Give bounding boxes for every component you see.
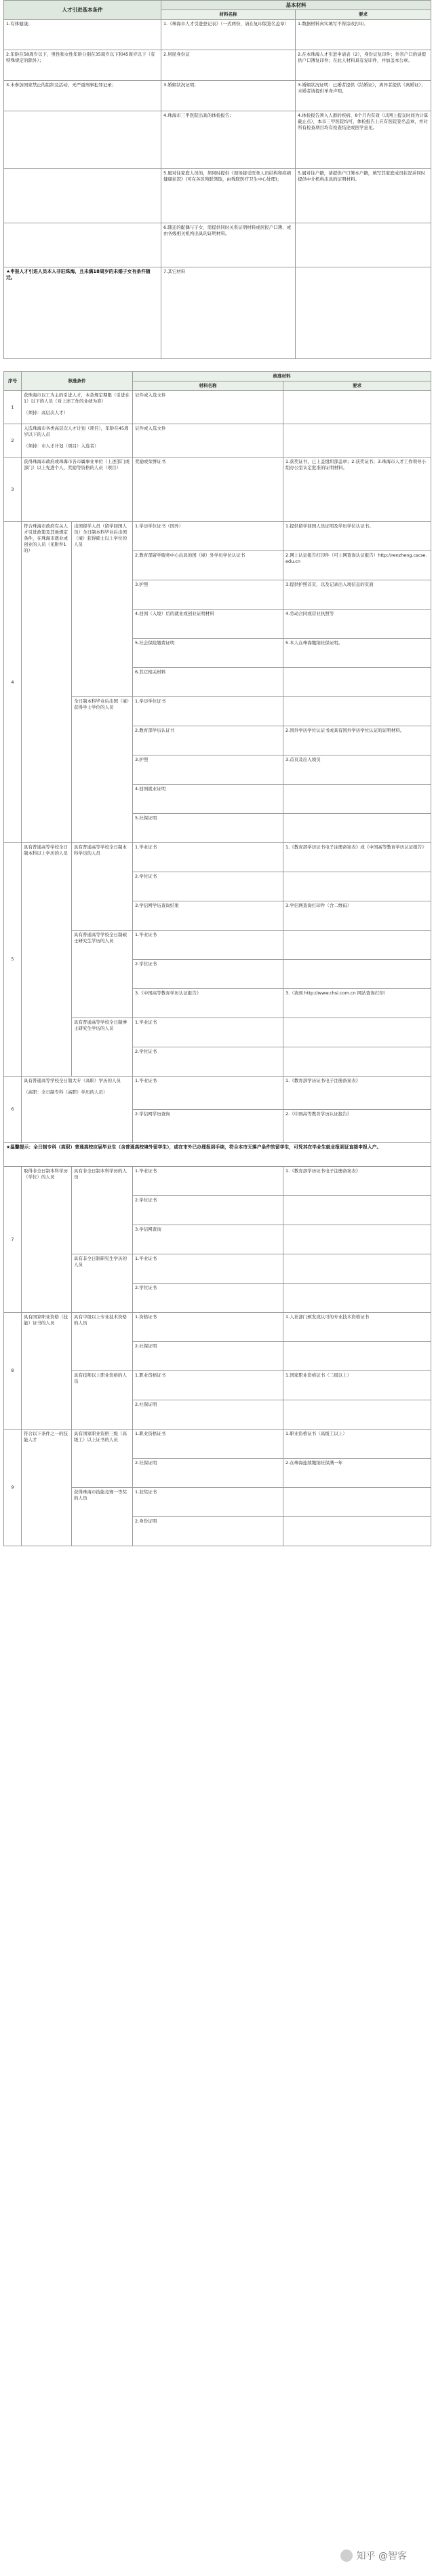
basic-condition [4, 111, 161, 169]
material-req: 4.劳动合同或营业执照等 [283, 610, 431, 639]
material-req: 3.（请到 http://www.chsi.com.cn 网站查询打印） [283, 989, 431, 1018]
material-req: 1.提供留学回国人员证明及学历学位认证书。 [283, 522, 431, 551]
col-approval-conditions: 核准条件 [22, 372, 133, 391]
row-condition: 具有国家职业资格（技能）证书的人员 [22, 1313, 72, 1430]
material-name: 5.社会保险缴费证明 [133, 639, 283, 668]
material-req: 2.在本珠海人才引进申请表（2），身份证复印件；外省户口的请提供户口簿复印件；在此人材料具有复印件，并加盖本公章。 [296, 50, 431, 81]
basic-row [4, 81, 431, 111]
material-name: 1.职业资格证书 [133, 1371, 283, 1400]
material-name: 4.回国就业证明 [133, 785, 283, 814]
row-number: 1 [4, 391, 22, 424]
col-number: 序号 [4, 372, 22, 391]
material-req: 2.网上认证报告打印件（可上网查询认证报告）http://renzheng.cscse.edu.cn [283, 551, 431, 580]
material-name: 2.学位证书 [133, 1196, 283, 1225]
material-name: 1.毕业证书 [133, 1018, 283, 1047]
material-req [283, 424, 431, 458]
sub-condition: 具有中级以上专业技术资格的人员 [72, 1313, 133, 1371]
material-req [283, 1047, 431, 1077]
material-name: 2.学位证书 [133, 1284, 283, 1313]
material-name: 1.职业资格证书 [133, 1430, 283, 1459]
material-name: 2.社保证明 [133, 1459, 283, 1488]
material-name: 1.毕业证书 [133, 931, 283, 960]
material-req: 1.国家职业资格证书（二级以上） [283, 1371, 431, 1400]
approval-row [4, 1167, 431, 1196]
approval-note: ★温馨提示：全日制专科（高职）普通高校应届毕业生（含普通高校境外留学生），或在市外已办理报到手续，符合本市无落户条件的留学生，可凭其在毕业生就业报到证直接申报入户。 [4, 1143, 431, 1167]
material-name: 证件或入选文件 [133, 391, 283, 424]
condition-note: （须持：高层次人才） [24, 410, 68, 415]
material-name: 3.学信网查询 [133, 1225, 283, 1254]
approval-row [4, 522, 431, 551]
watermark [340, 2549, 407, 2562]
material-name: 3.护照 [133, 755, 283, 785]
approval-row [4, 1430, 431, 1459]
col-mat-req: 要求 [283, 381, 431, 391]
basic-condition [4, 223, 161, 267]
sub-condition: 出国留学人员（留学回国人员）全日制本科毕业后出国（境）获得硕士以上学位的人员 [72, 522, 133, 697]
approval-row [4, 1077, 431, 1110]
material-name: 2.教育部学历认证书 [133, 726, 283, 755]
material-name: 6.其它相关材料 [133, 668, 283, 697]
material-name: 奖励或荣誉证书 [133, 458, 283, 522]
material-req: 4.体检报告须入人群的疾病、8个月内有效（以网上提交时间为计算截止点），本市三甲医院均可，体检报告上应有医院签名盖章，并对所有检查项目均有检查结论或医学意见。 [296, 111, 431, 169]
material-req [283, 960, 431, 989]
basic-row [4, 20, 431, 50]
basic-row [4, 111, 431, 169]
sub-condition: 具有普通高等学校全日制本科学历的人员 [72, 843, 133, 931]
material-name: 1.毕业证书 [133, 1167, 283, 1196]
material-name: 5.社保证明 [133, 814, 283, 843]
material-name: 2.学位证书 [133, 960, 283, 989]
row-number: 9 [4, 1430, 22, 1546]
approval-row [4, 1313, 431, 1342]
zhihu-logo-icon [340, 2550, 353, 2562]
col-basic-conditions: 人才引进基本条件 [4, 1, 161, 20]
material-req: 5.属对往户籍，请提供户口簿本户籍，填写其家庭成员状况并同时提供中介机构出具的证明材料。 [296, 169, 431, 223]
material-req [283, 1517, 431, 1546]
material-name: 5.属对往家庭人员的，须同时提供《现场接受医务人员结构和疾病健康状况》(可在各区残联领取，由残联医疗卫生中心处理)； [161, 169, 296, 223]
material-req: 1.《教育部学历证书电子注册备案表》 [283, 1167, 431, 1196]
material-name: 1.毕业证书 [133, 843, 283, 872]
watermark-text: 知乎 @智客 [356, 2551, 407, 2562]
material-name: 1.毕业证书 [133, 1254, 283, 1284]
material-req [283, 1254, 431, 1284]
col-requirement: 要求 [296, 10, 431, 20]
material-req: 1.《教育部学历证书电子注册备案表》或《中国高等教育学历认证报告》 [283, 843, 431, 872]
sub-condition: 具有技师以上职业资格的人员 [72, 1371, 133, 1430]
material-req [283, 1018, 431, 1047]
material-req: 2.《中国高等教育学历认证报告》 [283, 1110, 431, 1143]
condition-note: （高职：全日制专科（高职）学历的人员） [24, 1089, 108, 1095]
row-condition: 取得非全日制本科学历（学位）的人员 [22, 1167, 72, 1313]
material-req: 1.人社部门颁发或认可的专业技术资格证书 [283, 1313, 431, 1342]
approval-row [4, 391, 431, 424]
sub-condition: 具有普通高等学校全日制硕士研究生学历的人员 [72, 931, 133, 1018]
material-req: 3.首页及出入境页 [283, 755, 431, 785]
sub-condition: 具有国家职业资格三级（高级工）以上证书的人员 [72, 1430, 133, 1488]
col-mat-name: 材料名称 [133, 381, 283, 391]
material-req [283, 872, 431, 901]
col-basic-materials: 基本材料 [161, 1, 431, 10]
material-req [283, 814, 431, 843]
sub-condition: 全日制本科毕业后出国（境）获得学士学位的人员 [72, 697, 133, 843]
material-name: 2.学位证书 [133, 872, 283, 901]
sub-condition: 具有非全日制研究生学历的人员 [72, 1254, 133, 1313]
material-name: 2.身份证明 [133, 1517, 283, 1546]
material-req [283, 1225, 431, 1254]
material-name: 2.社保证明 [133, 1342, 283, 1371]
material-name: 1.学历学位证书（国外） [133, 522, 283, 551]
row-condition: 符合珠海市政府有关人才引进政策及其他规定条件，在珠海市就业或创业的人员（见附件1的） [22, 522, 72, 843]
row-number: 2 [4, 424, 22, 458]
approval-row [4, 458, 431, 522]
approval-row [4, 424, 431, 458]
basic-row [4, 169, 431, 223]
material-req [296, 267, 431, 359]
material-req: 1.《教育部学历证书电子注册备案表》 [283, 1077, 431, 1110]
material-name: 1.学历学位证书 [133, 697, 283, 726]
material-name: 证件或入选文件 [133, 424, 283, 458]
material-req: 2.在珠海连续缴纳社保满一年 [283, 1459, 431, 1488]
material-req: 3.学信网查询打印件（含二维码） [283, 901, 431, 931]
condition-text: 入选珠海市各类高层次人才计划（项目），年龄在45周岁以下的人员 [24, 426, 129, 437]
approval-note-row [4, 1143, 431, 1167]
basic-condition: 2.年龄在58周岁以下，男性和女性年龄分别在35周岁以下和45周岁以下（有特殊规定的除外）； [4, 50, 161, 81]
basic-row [4, 50, 431, 81]
row-number: 8 [4, 1313, 22, 1430]
basic-row [4, 267, 431, 359]
material-name: 6.随迁的配偶与子女，需提供同时关系证明材料或居民户口簿，或由各级相关机构出具的证明材料。 [161, 223, 296, 267]
sub-condition: 获得珠海市技能竞赛一等奖的人员 [72, 1488, 133, 1546]
basic-conditions-table [3, 0, 431, 359]
material-name: 2.学信网学历查询 [133, 1110, 283, 1143]
approval-row [4, 843, 431, 872]
condition-text: 具有普通高等学校全日制大专（高职）学历的人员 [24, 1078, 121, 1083]
basic-condition: 3.未参加国家禁止的组织及活动，无严重刑事犯罪记录； [4, 81, 161, 111]
basic-conditions-body [4, 20, 431, 359]
material-req: 1.获奖证书，已上盖组织部盖章；2.获奖证书；3.珠海市人才工作领导小组办公室认定批准的证明材料。 [283, 458, 431, 522]
material-name: 2.教育部留学服务中心出具的国（境）外学历学位认证书 [133, 551, 283, 580]
row-number: 4 [4, 522, 22, 843]
material-name: 1.《珠海市人才引进登记表》（一式两份，请在复印版签名盖章） [161, 20, 296, 50]
material-name: 1.获奖证书 [133, 1488, 283, 1517]
material-req [296, 223, 431, 267]
material-req [283, 391, 431, 424]
row-number: 3 [4, 458, 22, 522]
material-req [283, 1196, 431, 1225]
basic-condition: 1.有体健康； [4, 20, 161, 50]
material-name: 3.护照 [133, 580, 283, 610]
material-name: 2.居民身份证 [161, 50, 296, 81]
material-name: 4.珠海市三甲医院出具的体检报告； [161, 111, 296, 169]
sub-condition: 具有普通高等学校全日制博士研究生学历的人员 [72, 1018, 133, 1077]
approval-conditions-table [3, 371, 431, 1546]
basic-note: ★申报人才引进人员本人非驻珠海，且未满18周岁的未婚子女有条件随迁。 [4, 267, 161, 359]
condition-note: （须持：市人才计划（项目）入选者） [24, 443, 99, 449]
material-name: 3.《中国高等教育学历认证报告》 [133, 989, 283, 1018]
row-condition [22, 424, 133, 458]
row-condition [22, 458, 133, 522]
condition-text: 获得珠海市政府或珠海市各市属事业单位（上述部门或部门）以上先进个人、奖励等资格的人员（项目） [24, 459, 130, 470]
row-number: 6 [4, 1077, 22, 1143]
row-condition [22, 391, 133, 424]
row-condition: 符合以下条件之一的技能人才 [22, 1430, 72, 1546]
material-name: 1.毕业证书 [133, 1077, 283, 1110]
material-req [283, 785, 431, 814]
row-number: 5 [4, 843, 22, 1077]
condition-text: 获珠海市以工为主的引进人才，本款规定期限（引进在1）以下的人员（对上述工作的业绩为准） [24, 392, 130, 404]
col-approval-materials: 核准材料 [133, 372, 431, 381]
material-req [283, 1400, 431, 1430]
material-req: 3.提供护照首页，以及记录出入境信息的页面 [283, 580, 431, 610]
basic-row [4, 223, 431, 267]
material-name: 2.学位证书 [133, 1047, 283, 1077]
basic-condition [4, 169, 161, 223]
material-name: 4.回国（入境）后的就业或创业证明材料 [133, 610, 283, 639]
material-req [283, 1342, 431, 1371]
material-req: 3.婚姻状况证明：已婚者提供《结婚证》，离异者提供《离婚证》；未婚者请提供单身声明。 [296, 81, 431, 111]
row-number: 7 [4, 1167, 22, 1313]
material-req [283, 668, 431, 697]
material-req: 5.本人在珠海缴纳社保证明。 [283, 639, 431, 668]
material-name: 1.资格证书 [133, 1313, 283, 1342]
material-req [283, 1488, 431, 1517]
material-req: 2.国外学历学位认证书或具有国外学历学位认证的证明材料。 [283, 726, 431, 755]
material-req [283, 931, 431, 960]
material-req: 1.职业资格证书（高级工以上） [283, 1430, 431, 1459]
approval-conditions-body [4, 391, 431, 1546]
material-name: 7.其它材料 [161, 267, 296, 359]
col-material-name: 材料名称 [161, 10, 296, 20]
material-req [283, 1284, 431, 1313]
material-req [283, 697, 431, 726]
material-name: 3.学信网学历查询结果 [133, 901, 283, 931]
material-req: 1.数据材料真实填写不得涂改打印。 [296, 20, 431, 50]
material-name: 3.婚姻状况证明； [161, 81, 296, 111]
row-condition: 具有普通高等学校全日制本科以上学历的人员 [22, 843, 72, 1077]
row-condition [22, 1077, 133, 1143]
sub-condition: 具有非全日制本科学历的人员 [72, 1167, 133, 1254]
material-name: 2.社保证明 [133, 1400, 283, 1430]
